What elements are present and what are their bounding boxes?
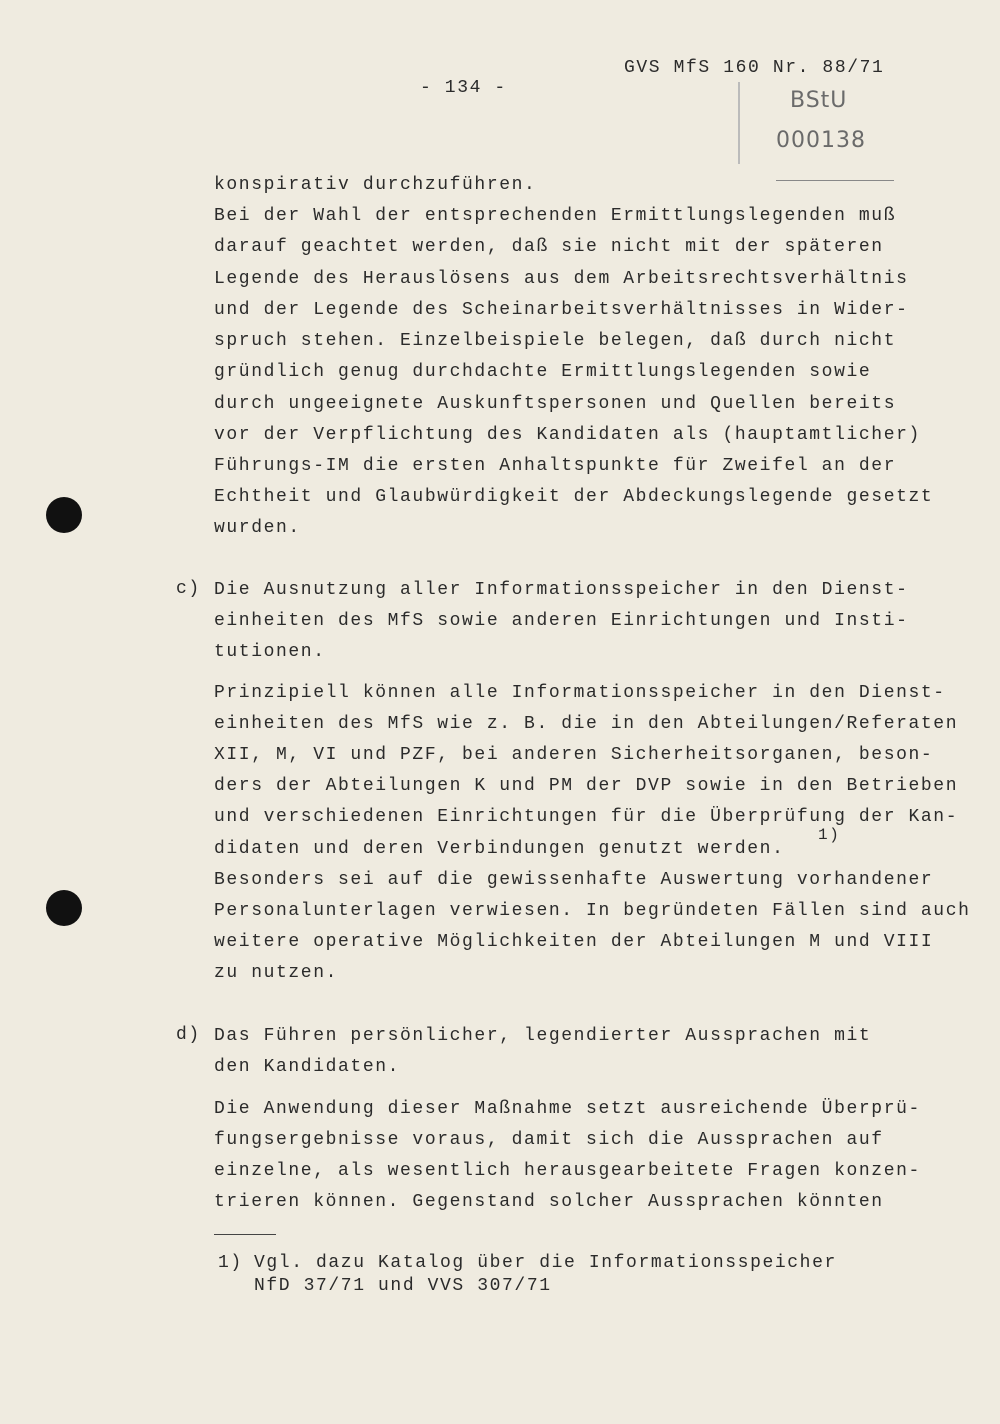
- body-line: Führungs-IM die ersten Anhaltspunkte für Zweifel an der: [214, 456, 897, 476]
- body-line: fungsergebnisse voraus, damit sich die Aussprachen auf: [214, 1130, 884, 1150]
- section-c-label: c): [176, 579, 201, 599]
- section-c-heading: tutionen.: [214, 642, 326, 662]
- body-line: vor der Verpflichtung des Kandidaten als (hauptamtlicher): [214, 425, 921, 445]
- footnote-marker: 1): [218, 1253, 243, 1273]
- section-d-heading: Das Führen persönlicher, legendierter Aussprachen mit: [214, 1026, 872, 1046]
- body-line: weitere operative Möglichkeiten der Abteilungen M und VIII: [214, 932, 934, 952]
- body-line: ders der Abteilungen K und PM der DVP sowie in den Betrieben: [214, 776, 959, 796]
- body-line: Bei der Wahl der entsprechenden Ermittlungslegenden muß: [214, 206, 897, 226]
- body-line: durch ungeeignete Auskunftspersonen und Quellen bereits: [214, 394, 897, 414]
- body-line: Echtheit und Glaubwürdigkeit der Abdeckungslegende gesetzt: [214, 487, 934, 507]
- section-c-heading: einheiten des MfS sowie anderen Einrichtungen und Insti-: [214, 611, 909, 631]
- body-line: didaten und deren Verbindungen genutzt werden.: [214, 839, 785, 859]
- archive-stamp-number: 000138: [776, 128, 866, 153]
- body-line: konspirativ durchzuführen.: [214, 175, 537, 195]
- body-line: gründlich genug durchdachte Ermittlungslegenden sowie: [214, 362, 872, 382]
- section-d-heading: den Kandidaten.: [214, 1057, 401, 1077]
- punch-hole-bottom: [46, 890, 82, 926]
- body-line: einzelne, als wesentlich herausgearbeitete Fragen konzen-: [214, 1161, 921, 1181]
- section-c-heading: Die Ausnutzung aller Informationsspeicher in den Dienst-: [214, 580, 909, 600]
- body-line: Prinzipiell können alle Informationsspeicher in den Dienst-: [214, 683, 946, 703]
- body-line: Personalunterlagen verwiesen. In begründeten Fällen sind auch: [214, 901, 971, 921]
- body-line: und verschiedenen Einrichtungen für die Überprüfung der Kan-: [214, 807, 959, 827]
- footnote-text: NfD 37/71 und VVS 307/71: [254, 1276, 552, 1296]
- body-line: und der Legende des Scheinarbeitsverhältnisses in Wider-: [214, 300, 909, 320]
- body-line: wurden.: [214, 518, 301, 538]
- body-line: XII, M, VI und PZF, bei anderen Sicherheitsorganen, beson-: [214, 745, 934, 765]
- body-line: einheiten des MfS wie z. B. die in den Abteilungen/Referaten: [214, 714, 959, 734]
- body-line: Besonders sei auf die gewissenhafte Auswertung vorhandener: [214, 870, 934, 890]
- body-line: Die Anwendung dieser Maßnahme setzt ausreichende Überprü-: [214, 1099, 921, 1119]
- stamp-underline: [776, 180, 894, 181]
- archive-stamp-title: BStU: [790, 88, 848, 113]
- document-reference: GVS MfS 160 Nr. 88/71: [624, 58, 885, 78]
- body-line: zu nutzen.: [214, 963, 339, 983]
- page-number: - 134 -: [420, 78, 507, 98]
- section-d-label: d): [176, 1025, 201, 1045]
- footnote-separator: [214, 1234, 276, 1235]
- footnote-text: Vgl. dazu Katalog über die Informationsspeicher: [254, 1253, 837, 1273]
- body-line: trieren können. Gegenstand solcher Aussprachen könnten: [214, 1192, 884, 1212]
- footnote-reference: 1): [818, 826, 841, 844]
- stamp-border: [738, 82, 740, 164]
- body-line: Legende des Herauslösens aus dem Arbeitsrechtsverhältnis: [214, 269, 909, 289]
- body-line: darauf geachtet werden, daß sie nicht mit der späteren: [214, 237, 884, 257]
- punch-hole-top: [46, 497, 82, 533]
- body-line: spruch stehen. Einzelbeispiele belegen, daß durch nicht: [214, 331, 897, 351]
